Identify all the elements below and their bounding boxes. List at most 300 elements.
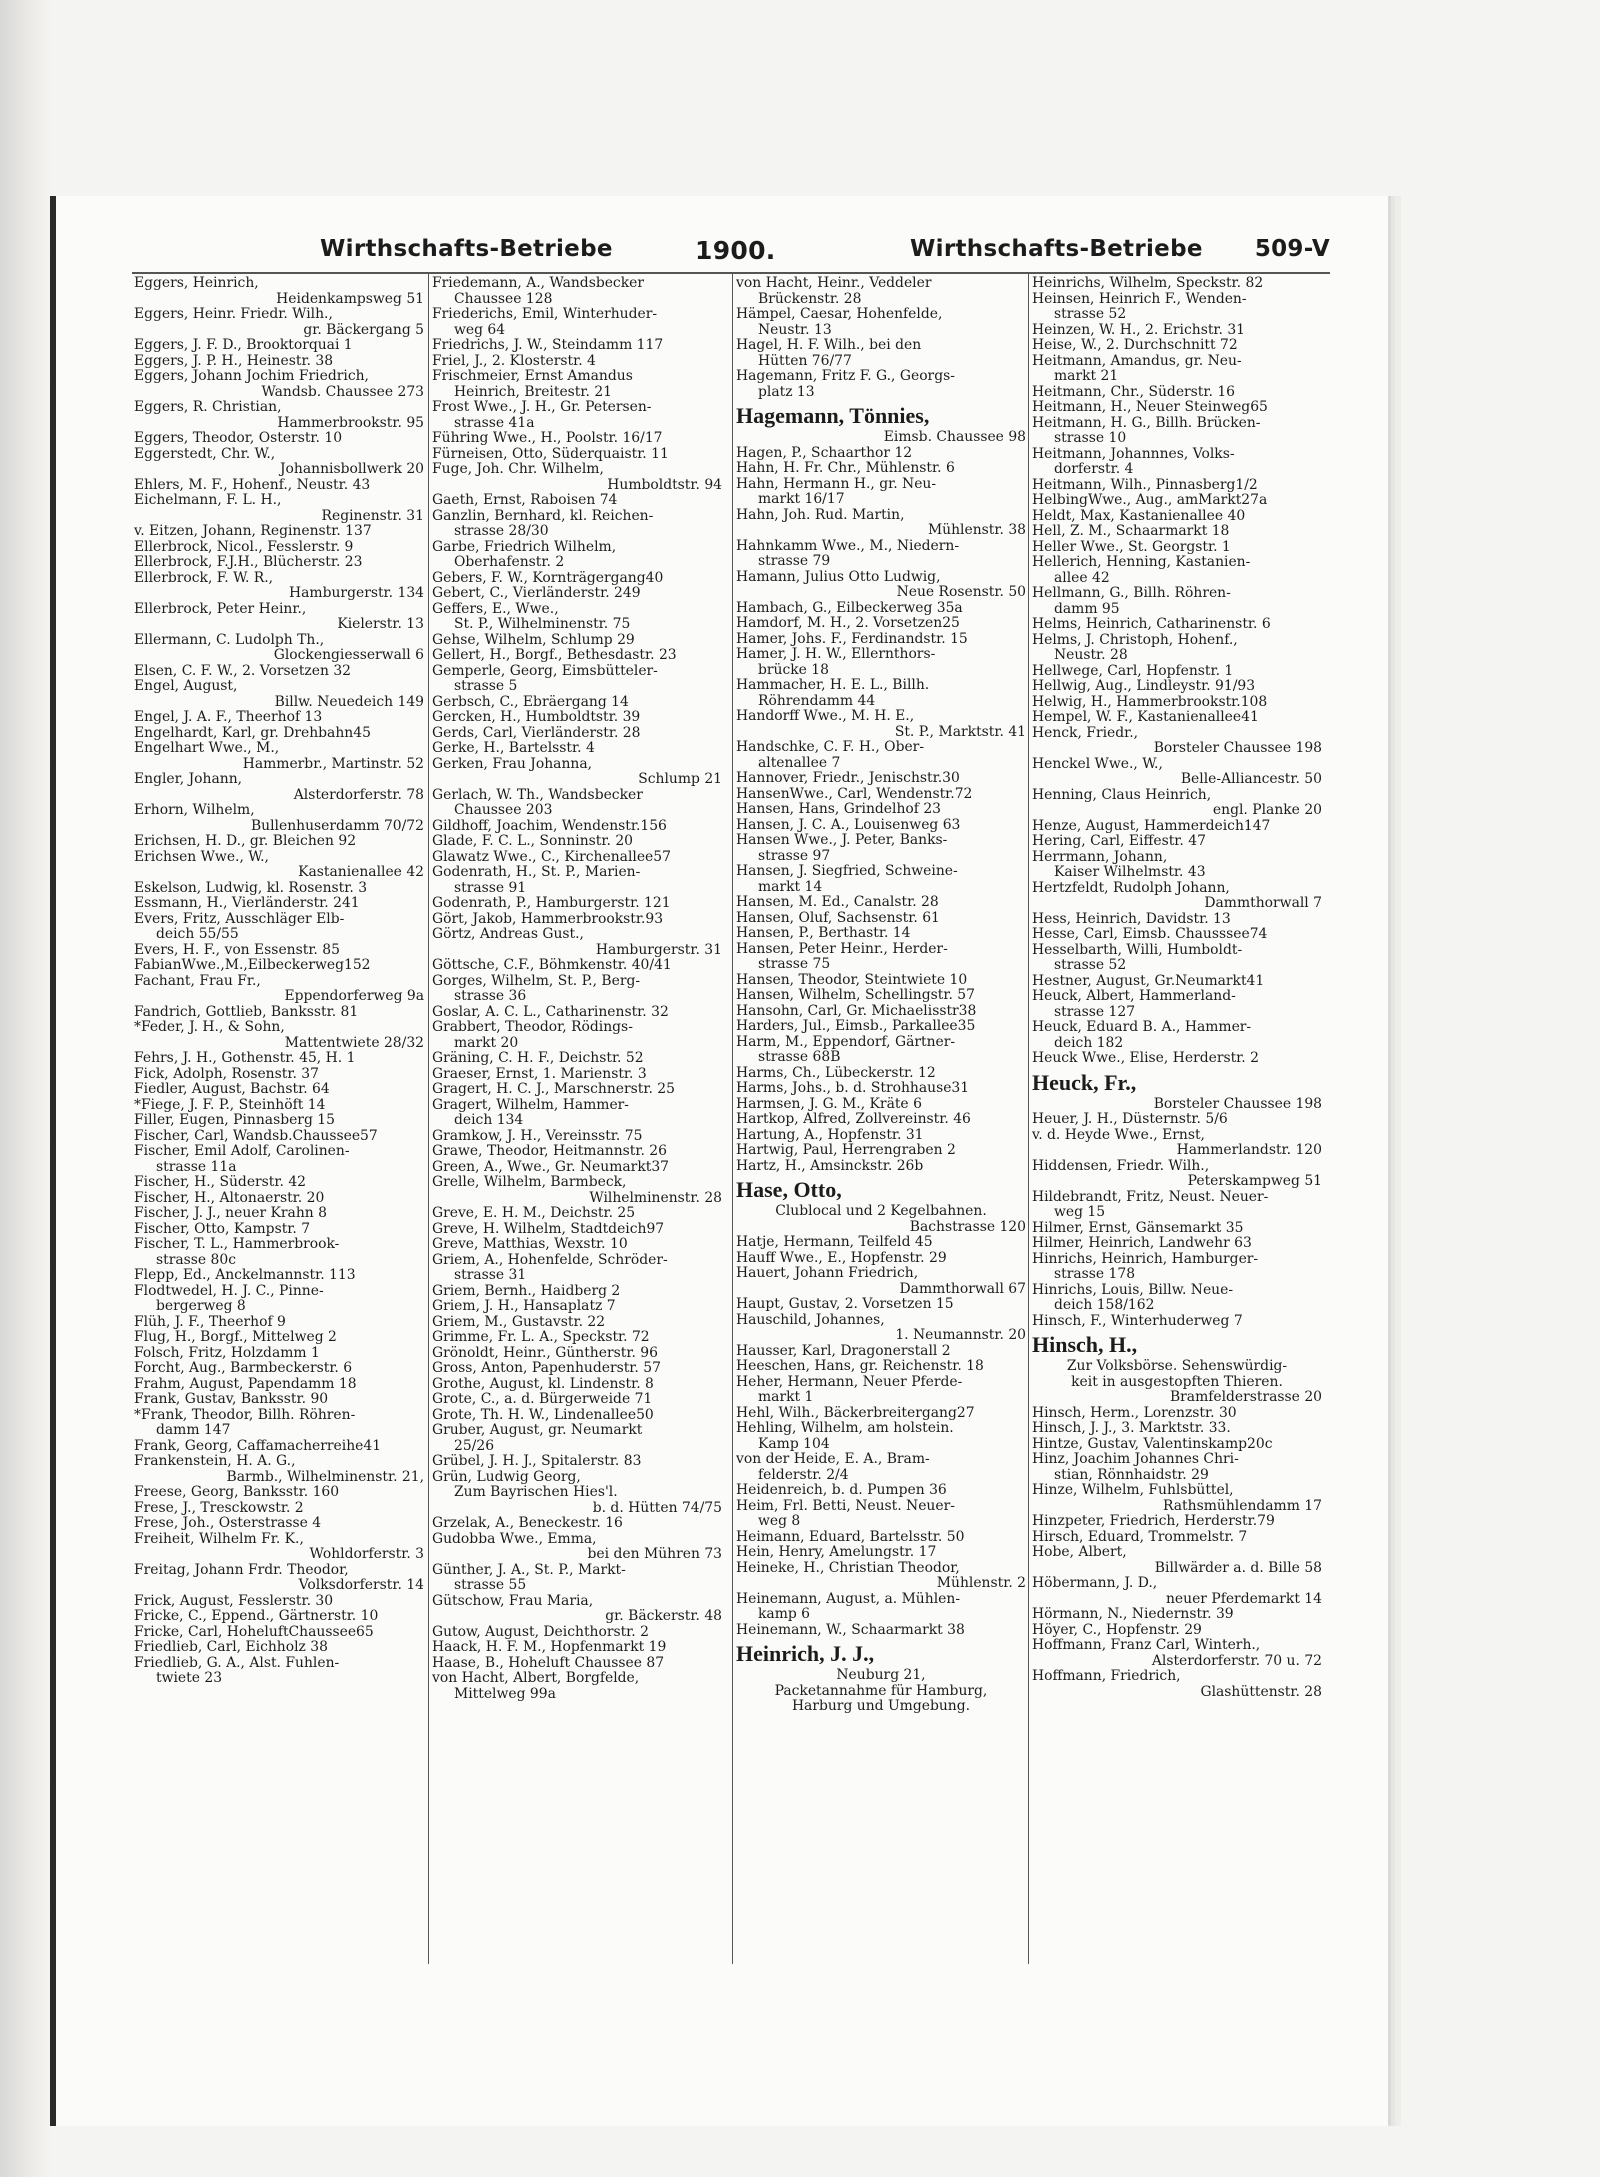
- directory-entry-line: twiete 23: [156, 1671, 223, 1686]
- directory-entry-line: Höbermann, J. D.,: [1032, 1576, 1158, 1591]
- directory-entry-line: Heinsen, Heinrich F., Wenden-: [1032, 291, 1247, 307]
- page-number: 509-V: [1254, 236, 1330, 262]
- directory-entry-line: Friederichs, Emil, Winterhuder-: [432, 307, 658, 322]
- directory-entry-line: Griem, Bernh., Haidberg 2: [432, 1283, 621, 1299]
- directory-entry-line: Hauschild, Johannes,: [736, 1312, 885, 1328]
- directory-entry-line: strasse 31: [454, 1268, 527, 1283]
- directory-entry-line: Hoffmann, Friedrich,: [1032, 1669, 1181, 1684]
- directory-entry-line: Flug, H., Borgf., Mittelweg 2: [134, 1330, 337, 1345]
- directory-entry-line: Hobe, Albert,: [1032, 1545, 1127, 1560]
- directory-entry-line: Mittelweg 99a: [454, 1686, 556, 1702]
- directory-entry-line: Heim, Frl. Betti, Neust. Neuer-: [736, 1498, 955, 1514]
- directory-entry-line: HansenWwe., Carl, Wendenstr.72: [736, 786, 973, 802]
- directory-entry-line: Helwig, H., Hammerbrookstr.108: [1032, 694, 1268, 710]
- directory-entry-line: Heinemann, W., Schaarmarkt 38: [736, 1622, 965, 1638]
- directory-entry-line: Fick, Adolph, Rosenstr. 37: [134, 1066, 319, 1082]
- directory-entry-line: Freitag, Johann Frdr. Theodor,: [134, 1562, 349, 1578]
- directory-entry-line: Hamer, J. H. W., Ellernthors-: [736, 647, 936, 662]
- directory-entry-line: Höyer, C., Hopfenstr. 29: [1032, 1622, 1202, 1638]
- directory-entry-line: Glockengiesserwall 6: [273, 648, 424, 663]
- directory-entry-line: Grelle, Wilhelm, Barmbeck,: [432, 1175, 627, 1190]
- header-section-title-right: Wirthschafts-Betriebe: [910, 236, 1203, 262]
- directory-entry-line: Oberhafenstr. 2: [454, 555, 565, 570]
- directory-entry-line: strasse 11a: [156, 1159, 237, 1175]
- directory-entry-line: Dammthorwall 7: [1204, 896, 1322, 911]
- directory-entry-line: Hahn, Joh. Rud. Martin,: [736, 507, 905, 523]
- directory-entry-line: Harms, Ch., Lübeckerstr. 12: [736, 1065, 936, 1081]
- directory-entry-line: Hämpel, Caesar, Hohenfelde,: [736, 307, 943, 322]
- directory-entry-line: Eggers, Theodor, Osterstr. 10: [134, 431, 343, 446]
- directory-entry-line: Hinsch, Herm., Lorenzstr. 30: [1032, 1405, 1237, 1421]
- directory-entry-line: Gruber, August, gr. Neumarkt: [432, 1423, 643, 1438]
- directory-entry-line: Eichelmann, F. L. H.,: [134, 493, 282, 508]
- directory-entry-line: v. d. Heyde Wwe., Ernst,: [1032, 1127, 1205, 1143]
- directory-entry-line: Frank, Gustav, Banksstr. 90: [134, 1392, 329, 1407]
- directory-entry-line: Hinrichs, Heinrich, Hamburger-: [1032, 1251, 1259, 1267]
- directory-entry-line: Wilhelminenstr. 28: [589, 1190, 722, 1206]
- directory-entry-line: Frese, Joh., Osterstrasse 4: [134, 1516, 322, 1531]
- directory-entry-line: deich 134: [454, 1113, 524, 1128]
- scan-edge: [0, 0, 52, 2177]
- header-section-title-left: Wirthschafts-Betriebe: [320, 236, 613, 262]
- directory-entry-line: Godenrath, H., St. P., Marien-: [432, 865, 641, 880]
- directory-entry-line: engl. Planke 20: [1212, 803, 1322, 818]
- directory-entry-line: Hammerbr., Martinstr. 52: [242, 756, 424, 772]
- directory-entry-line: Johannisbollwerk 20: [279, 462, 424, 477]
- directory-entry-line: strasse 79: [758, 554, 831, 569]
- directory-entry-line: Ellerbrock, Peter Heinr.,: [134, 601, 307, 617]
- directory-entry-line: Wohldorferstr. 3: [309, 1547, 424, 1562]
- directory-entry-line: Frank, Georg, Caffamacherreihe41: [134, 1438, 382, 1454]
- advertisement-text: Zur Volksbörse. Sehenswürdig-: [1066, 1359, 1288, 1374]
- directory-entry-line: Heinemann, August, a. Mühlen-: [736, 1591, 961, 1607]
- directory-entry-line: Eppendorferweg 9a: [284, 989, 424, 1004]
- directory-entry-line: *Fiege, J. F. P., Steinhöft 14: [134, 1097, 326, 1113]
- directory-entry-line: Hannover, Friedr., Jenischstr.30: [736, 771, 960, 786]
- directory-entry-line: Gragert, Wilhelm, Hammer-: [432, 1097, 630, 1113]
- directory-entry-line: Hambach, G., Eilbeckerweg 35a: [736, 600, 963, 616]
- directory-entry-line: Hansen, Wilhelm, Schellingstr. 57: [736, 988, 975, 1003]
- column-divider: [1028, 274, 1029, 1964]
- directory-entry-line: Hartkop, Alfred, Zollvereinstr. 46: [736, 1112, 971, 1127]
- directory-entry-line: Harms, Johs., b. d. Strohhause31: [736, 1081, 970, 1096]
- directory-entry-line: Erhorn, Wilhelm,: [134, 803, 255, 818]
- directory-entry-line: Ellerbrock, F. W. R.,: [134, 570, 274, 586]
- directory-entry-line: Hansen, Theodor, Steintwiete 10: [736, 972, 968, 988]
- directory-entry-line: Hehl, Wilh., Bäckerbreitergang27: [736, 1405, 975, 1421]
- directory-column-1: [134, 276, 424, 1687]
- directory-entry-line: Hausser, Karl, Dragonerstall 2: [736, 1343, 951, 1359]
- directory-entry-line: deich 158/162: [1054, 1298, 1155, 1313]
- directory-entry-line: HelbingWwe., Aug., amMarkt27a: [1032, 493, 1268, 508]
- directory-entry-line: *Frank, Theodor, Billh. Röhren-: [134, 1407, 356, 1423]
- directory-entry-line: Eggers, R. Christian,: [134, 400, 282, 415]
- directory-entry-line: deich 182: [1054, 1035, 1124, 1051]
- directory-entry-line: Haupt, Gustav, 2. Vorsetzen 15: [736, 1297, 954, 1312]
- directory-entry-line: Frischmeier, Ernst Amandus: [432, 369, 633, 384]
- directory-entry-line: Zum Bayrischen Hies'l.: [454, 1485, 618, 1500]
- directory-entry-line: Graeser, Ernst, 1. Marienstr. 3: [432, 1066, 647, 1082]
- directory-entry-line: platz 13: [758, 384, 815, 400]
- directory-entry-line: Hauff Wwe., E., Hopfenstr. 29: [736, 1250, 947, 1266]
- directory-entry-line: Bullenhuserdamm 70/72: [250, 818, 424, 834]
- directory-entry-line: gr. Bäckergang 5: [303, 322, 424, 338]
- directory-entry-line: Eggers, Heinrich,: [134, 276, 259, 291]
- directory-entry-line: Hahn, Hermann H., gr. Neu-: [736, 476, 937, 492]
- directory-entry-line: Neue Rosenstr. 50: [896, 585, 1026, 600]
- directory-entry-line: Griem, J. H., Hansaplatz 7: [432, 1299, 616, 1314]
- directory-entry-line: Gütschow, Frau Maria,: [432, 1593, 594, 1609]
- directory-entry-line: Eggers, Heinr. Friedr. Wilh.,: [134, 307, 333, 322]
- directory-entry-line: Fischer, H., Altonaerstr. 20: [134, 1190, 325, 1206]
- directory-entry-line: neuer Pferdemarkt 14: [1165, 1591, 1322, 1607]
- directory-entry-line: Greve, Matthias, Wexstr. 10: [432, 1237, 628, 1252]
- directory-entry-line: Heinrich, Breitestr. 21: [454, 384, 613, 400]
- directory-entry-line: Gehse, Wilhelm, Schlump 29: [432, 632, 635, 648]
- directory-entry-line: Fachant, Frau Fr.,: [134, 973, 261, 989]
- directory-entry-line: Frahm, August, Papendamm 18: [134, 1376, 357, 1392]
- directory-entry-line: Engler, Johann,: [134, 772, 243, 787]
- directory-entry-line: Wandsb. Chaussee 273: [261, 384, 424, 400]
- directory-entry-line: Gellert, H., Borgf., Bethesdastr. 23: [432, 648, 677, 663]
- directory-entry-line: Günther, J. A., St. P., Markt-: [432, 1562, 626, 1578]
- directory-entry-line: Hesse, Carl, Eimsb. Chausssee74: [1032, 927, 1268, 942]
- directory-entry-line: Flodtwedel, H. J. C., Pinne-: [134, 1283, 324, 1299]
- directory-entry-line: Fischer, Carl, Wandsb.Chaussee57: [134, 1128, 378, 1144]
- directory-entry-line: Gross, Anton, Papenhuderstr. 57: [432, 1361, 661, 1376]
- directory-entry-line: Friedemann, A., Wandsbecker: [432, 276, 644, 291]
- directory-entry-line: b. d. Hütten 74/75: [592, 1500, 722, 1516]
- directory-entry-line: Hammacher, H. E. L., Billh.: [736, 678, 930, 693]
- directory-entry-line: markt 1: [758, 1390, 814, 1405]
- directory-entry-line: Hein, Henry, Amelungstr. 17: [736, 1545, 937, 1560]
- directory-entry-line: Elsen, C. F. W., 2. Vorsetzen 32: [134, 663, 352, 679]
- directory-entry-line: Volksdorferstr. 14: [298, 1578, 424, 1593]
- directory-entry-line: Hammerbrookstr. 95: [277, 415, 424, 431]
- directory-entry-line: Handschke, C. F. H., Ober-: [736, 740, 925, 755]
- directory-entry-line: markt 21: [1054, 369, 1119, 384]
- directory-entry-line: Grawe, Theodor, Heitmannstr. 26: [432, 1144, 667, 1159]
- directory-column-3: [736, 276, 1026, 1715]
- directory-entry-line: Hamburgerstr. 31: [595, 942, 722, 958]
- directory-entry-line: Heitmann, H., Neuer Steinweg65: [1032, 400, 1268, 415]
- directory-entry-line: Hintze, Gustav, Valentinskamp20c: [1032, 1436, 1273, 1452]
- directory-entry-line: Folsch, Fritz, Holzdamm 1: [134, 1345, 320, 1361]
- directory-entry-line: Reginenstr. 31: [321, 508, 424, 524]
- directory-entry-line: Flepp, Ed., Anckelmannstr. 113: [134, 1268, 356, 1283]
- directory-entry-line: Fricke, C., Eppend., Gärtnerstr. 10: [134, 1609, 379, 1624]
- directory-entry-line: Hilmer, Heinrich, Landwehr 63: [1032, 1236, 1252, 1251]
- directory-entry-line: Führing Wwe., H., Poolstr. 16/17: [432, 431, 663, 446]
- directory-entry-line: weg 15: [1054, 1205, 1106, 1220]
- directory-entry-line: Dammthorwall 67: [899, 1281, 1026, 1297]
- directory-entry-line: Frankenstein, H. A. G.,: [134, 1454, 296, 1469]
- directory-entry-line: Gercken, H., Humboldtstr. 39: [432, 710, 641, 725]
- directory-entry-line: Glade, F. C. L., Sonninstr. 20: [432, 834, 633, 849]
- advertisement-text: Harburg und Umgebung.: [791, 1699, 971, 1714]
- directory-entry-line: Grimme, Fr. L. A., Speckstr. 72: [432, 1330, 650, 1345]
- directory-entry-line: Hansohn, Carl, Gr. Michaelisstr38: [736, 1003, 977, 1019]
- directory-entry-line: Hansen, Peter Heinr., Herder-: [736, 941, 948, 957]
- directory-entry-line: Grübel, J. H. J., Spitalerstr. 83: [432, 1454, 642, 1469]
- directory-entry-line: Heitmann, H. G., Billh. Brücken-: [1032, 415, 1261, 431]
- directory-entry-line: Frese, J., Tresckowstr. 2: [134, 1500, 304, 1516]
- directory-entry-line: Kastanienallee 42: [298, 865, 424, 880]
- page-header: [80, 236, 1330, 276]
- directory-entry-line: Grönoldt, Heinr., Güntherstr. 96: [432, 1345, 658, 1361]
- directory-entry-line: Hörmann, N., Niedernstr. 39: [1032, 1607, 1234, 1622]
- directory-entry-line: Chaussee 128: [454, 291, 553, 307]
- directory-entry-line: markt 20: [454, 1035, 519, 1051]
- directory-entry-line: Kaiser Wilhelmstr. 43: [1054, 865, 1206, 880]
- header-year: 1900.: [695, 236, 776, 265]
- directory-entry-line: Hellwege, Carl, Hopfenstr. 1: [1032, 663, 1234, 679]
- directory-entry-line: Heeschen, Hans, gr. Reichenstr. 18: [736, 1359, 984, 1374]
- directory-entry-line: Gebert, C., Vierländerstr. 249: [432, 586, 641, 601]
- directory-entry-line: strasse 178: [1054, 1267, 1136, 1282]
- directory-entry-line: Engelhart Wwe., M.,: [134, 741, 280, 756]
- directory-entry-line: Heitmann, Amandus, gr. Neu-: [1032, 353, 1242, 369]
- column-divider: [732, 274, 733, 1964]
- directory-entry-line: Ehlers, M. F., Hohenf., Neustr. 43: [134, 477, 371, 493]
- directory-entry-line: Geffers, E., Wwe.,: [432, 601, 559, 617]
- directory-entry-line: Engel, August,: [134, 679, 238, 694]
- directory-entry-line: Hempel, W. F., Kastanienallee41: [1032, 710, 1259, 725]
- directory-entry-line: Heimann, Eduard, Bartelsstr. 50: [736, 1529, 965, 1545]
- directory-entry-line: Hamer, Johs. F., Ferdinandstr. 15: [736, 631, 968, 647]
- directory-entry-line: deich 55/55: [156, 927, 239, 942]
- directory-entry-line: strasse 68B: [758, 1050, 841, 1065]
- directory-entry-line: Filler, Eugen, Pinnasberg 15: [134, 1113, 335, 1128]
- directory-entry-line: Eggers, J. P. H., Heinestr. 38: [134, 353, 334, 369]
- directory-entry-line: Hellmann, G., Billh. Röhren-: [1032, 586, 1231, 601]
- directory-entry-line: Gört, Jakob, Hammerbrookstr.93: [432, 911, 664, 927]
- directory-entry-line: Heise, W., 2. Durchschnitt 72: [1032, 338, 1238, 353]
- directory-entry-line: Hansen, J. Siegfried, Schweine-: [736, 864, 958, 879]
- directory-entry-line: Fiedler, August, Bachstr. 64: [134, 1082, 330, 1097]
- directory-entry-line: strasse 10: [1054, 431, 1127, 446]
- directory-entry-line: Alsterdorferstr. 78: [293, 787, 424, 803]
- directory-entry-line: Hiddensen, Friedr. Wilh.,: [1032, 1158, 1210, 1174]
- directory-entry-line: Heuck Wwe., Elise, Herderstr. 2: [1032, 1051, 1259, 1066]
- directory-entry-line: Erichsen Wwe., W.,: [134, 849, 269, 865]
- directory-entry-line: Heher, Hermann, Neuer Pferde-: [736, 1374, 963, 1390]
- directory-entry-line: Grzelak, A., Beneckestr. 16: [432, 1516, 623, 1531]
- directory-entry-line: Hagel, H. F. Wilh., bei den: [736, 338, 922, 353]
- directory-column-2: [432, 276, 722, 1702]
- directory-entry-line: Belle-Alliancestr. 50: [1180, 772, 1322, 787]
- directory-entry-line: damm 147: [156, 1423, 231, 1438]
- directory-entry-line: Röhrendamm 44: [758, 693, 876, 709]
- directory-entry-line: Glashüttenstr. 28: [1200, 1684, 1322, 1700]
- directory-entry-line: Hell, Z. M., Schaarmarkt 18: [1032, 524, 1230, 539]
- directory-entry-line: Hess, Heinrich, Davidstr. 13: [1032, 911, 1231, 927]
- directory-entry-line: Harders, Jul., Eimsb., Parkallee35: [736, 1019, 976, 1034]
- directory-entry-line: Bramfelderstrasse 20: [1169, 1390, 1322, 1405]
- directory-entry-line: Gerke, H., Bartelsstr. 4: [432, 741, 595, 756]
- directory-entry-line: Frick, August, Fesslerstr. 30: [134, 1593, 334, 1609]
- directory-entry-line: Forcht, Aug., Barmbeckerstr. 6: [134, 1361, 353, 1376]
- directory-entry-line: Gerlach, W. Th., Wandsbecker: [432, 787, 643, 803]
- directory-entry-line: weg 8: [758, 1514, 801, 1529]
- directory-entry-line: markt 14: [758, 879, 823, 895]
- directory-entry-line: Hinz, Joachim Johannes Chri-: [1032, 1452, 1239, 1467]
- directory-entry-line: Ganzlin, Bernhard, kl. Reichen-: [432, 508, 654, 524]
- directory-entry-line: Ellerbrock, Nicol., Fesslerstr. 9: [134, 539, 354, 555]
- directory-entry-line: strasse 55: [454, 1578, 527, 1593]
- directory-entry-line: Barmb., Wilhelminenstr. 21,: [226, 1469, 424, 1485]
- directory-entry-line: Kamp 104: [758, 1436, 830, 1452]
- directory-entry-line: felderstr. 2/4: [758, 1467, 849, 1483]
- directory-entry-line: Neustr. 13: [758, 322, 832, 338]
- directory-entry-line: Fischer, Emil Adolf, Carolinen-: [134, 1144, 350, 1159]
- directory-entry-line: Heitmann, Wilh., Pinnasberg1/2: [1032, 477, 1258, 493]
- directory-entry-line: Hagemann, Fritz F. G., Georgs-: [736, 369, 955, 384]
- directory-entry-line: Fricke, Carl, HoheluftChaussee65: [134, 1624, 374, 1640]
- directory-entry-line: Heuck, Eduard B. A., Hammer-: [1032, 1020, 1252, 1035]
- directory-entry-line: Griem, M., Gustavstr. 22: [432, 1314, 606, 1330]
- directory-entry-line: brücke 18: [758, 662, 829, 678]
- directory-entry-line: strasse 75: [758, 957, 831, 972]
- directory-entry-line: Hansen, J. C. A., Louisenweg 63: [736, 817, 961, 833]
- directory-entry-line: strasse 5: [454, 679, 518, 694]
- directory-entry-line: Borsteler Chaussee 198: [1153, 741, 1322, 756]
- directory-entry-line: Fischer, T. L., Hammerbrook-: [134, 1237, 340, 1252]
- directory-entry-line: Evers, Fritz, Ausschläger Elb-: [134, 911, 345, 927]
- directory-entry-line: Freese, Georg, Banksstr. 160: [134, 1485, 340, 1500]
- directory-entry-line: Harm, M., Eppendorf, Gärtner-: [736, 1034, 956, 1050]
- advertisement-text: Packetannahme für Hamburg,: [774, 1683, 988, 1699]
- directory-entry-line: Gebers, F. W., Kornträgergang40: [432, 570, 664, 586]
- advertisement-name: Hinsch, H.,: [1032, 1332, 1138, 1357]
- directory-entry-line: Mattentwiete 28/32: [284, 1035, 424, 1051]
- directory-entry-line: Fischer, J. J., neuer Krahn 8: [134, 1206, 327, 1221]
- directory-entry-line: Handorff Wwe., M. H. E.,: [736, 709, 915, 724]
- advertisement-text: keit in ausgestopften Thieren.: [1071, 1374, 1283, 1390]
- directory-entry-line: Hering, Carl, Eiffestr. 47: [1032, 834, 1206, 849]
- directory-entry-line: Grabbert, Theodor, Rödings-: [432, 1020, 633, 1035]
- directory-entry-line: Hartwig, Paul, Herrengraben 2: [736, 1143, 956, 1158]
- directory-entry-line: Harmsen, J. G. M., Kräte 6: [736, 1096, 922, 1112]
- directory-entry-line: strasse 80c: [156, 1252, 236, 1268]
- directory-entry-line: Alsterdorferstr. 70 u. 72: [1151, 1653, 1322, 1669]
- directory-entry-line: Herrmann, Johann,: [1032, 849, 1168, 865]
- directory-entry-line: Hamann, Julius Otto Ludwig,: [736, 569, 941, 585]
- directory-entry-line: Bachstrasse 120: [909, 1219, 1026, 1235]
- directory-entry-line: weg 64: [454, 322, 506, 338]
- directory-entry-line: Grote, C., a. d. Bürgerweide 71: [432, 1392, 653, 1407]
- directory-entry-line: Rathsmühlendamm 17: [1163, 1498, 1322, 1514]
- directory-entry-line: Gutow, August, Deichthorstr. 2: [432, 1624, 649, 1640]
- directory-entry-line: Mühlenstr. 38: [927, 523, 1026, 538]
- directory-entry-line: Hinrichs, Louis, Billw. Neue-: [1032, 1282, 1234, 1298]
- directory-entry-line: Griem, A., Hohenfelde, Schröder-: [432, 1252, 668, 1268]
- directory-entry-line: Eggers, Johann Jochim Friedrich,: [134, 369, 369, 384]
- directory-entry-line: gr. Bäckerstr. 48: [605, 1609, 722, 1624]
- directory-entry-line: Fandrich, Gottlieb, Banksstr. 81: [134, 1004, 359, 1020]
- directory-entry-line: St. P., Wilhelminenstr. 75: [454, 617, 631, 632]
- directory-entry-line: Glawatz Wwe., C., Kirchenallee57: [432, 849, 671, 865]
- directory-entry-line: Heidenkampsweg 51: [276, 291, 424, 307]
- advertisement-name: Hase, Otto,: [736, 1177, 842, 1202]
- directory-entry-line: Henze, August, Hammerdeich147: [1032, 818, 1271, 834]
- directory-entry-line: Hahn, H. Fr. Chr., Mühlenstr. 6: [736, 461, 955, 476]
- directory-entry-line: kamp 6: [758, 1607, 811, 1622]
- directory-entry-line: Goslar, A. C. L., Catharinenstr. 32: [432, 1004, 669, 1020]
- directory-entry-line: Fuge, Joh. Chr. Wilhelm,: [432, 462, 604, 477]
- directory-entry-line: Schlump 21: [638, 772, 722, 787]
- directory-entry-line: Erichsen, H. D., gr. Bleichen 92: [134, 834, 357, 849]
- directory-entry-line: Brückenstr. 28: [758, 291, 862, 307]
- directory-entry-line: Hagen, P., Schaarthor 12: [736, 445, 913, 461]
- directory-entry-line: Frost Wwe., J. H., Gr. Petersen-: [432, 400, 652, 415]
- directory-entry-line: Peterskampweg 51: [1187, 1174, 1322, 1189]
- directory-entry-line: Hirsch, Eduard, Trommelstr. 7: [1032, 1529, 1248, 1545]
- directory-entry-line: Ellermann, C. Ludolph Th.,: [134, 632, 325, 648]
- directory-entry-line: stian, Rönnhaidstr. 29: [1054, 1467, 1209, 1483]
- directory-entry-line: strasse 41a: [454, 415, 535, 431]
- directory-column-4: [1032, 276, 1322, 1700]
- directory-entry-line: Borsteler Chaussee 198: [1153, 1096, 1322, 1112]
- directory-entry-line: Friedlieb, G. A., Alst. Fuhlen-: [134, 1655, 340, 1671]
- directory-entry-line: dorferstr. 4: [1054, 462, 1134, 477]
- directory-entry-line: Friedrichs, J. W., Steindamm 117: [432, 338, 664, 353]
- directory-entry-line: Haack, H. F. M., Hopfenmarkt 19: [432, 1640, 667, 1655]
- directory-entry-line: Gräning, C. H. F., Deichstr. 52: [432, 1051, 644, 1066]
- directory-entry-line: altenallee 7: [758, 755, 841, 771]
- directory-entry-line: Helms, Heinrich, Catharinenstr. 6: [1032, 617, 1271, 632]
- directory-entry-line: FabianWwe.,M.,Eilbeckerweg152: [134, 958, 371, 973]
- directory-entry-line: Fürneisen, Otto, Süderquaistr. 11: [432, 446, 669, 462]
- directory-entry-line: Grothe, August, kl. Lindenstr. 8: [432, 1376, 654, 1392]
- directory-entry-line: Eimsb. Chaussee 98: [883, 430, 1026, 445]
- directory-entry-line: Hammerlandstr. 120: [1176, 1143, 1322, 1158]
- advertisement-name: Heinrich, J. J.,: [736, 1641, 875, 1666]
- directory-entry-line: Billw. Neuedeich 149: [274, 694, 424, 710]
- directory-entry-line: Hoffmann, Franz Carl, Winterh.,: [1032, 1638, 1261, 1653]
- directory-entry-line: Gerds, Carl, Vierländerstr. 28: [432, 725, 641, 741]
- directory-entry-line: Heller Wwe., St. Georgstr. 1: [1032, 539, 1231, 555]
- directory-entry-line: Gerbsch, C., Ebräergang 14: [432, 694, 629, 710]
- directory-entry-line: von der Heide, E. A., Bram-: [736, 1452, 930, 1467]
- directory-entry-line: 1. Neumannstr. 20: [895, 1328, 1026, 1343]
- directory-entry-line: strasse 36: [454, 989, 527, 1004]
- directory-entry-line: Hansen, Oluf, Sachsenstr. 61: [736, 910, 940, 926]
- directory-entry-line: Gragert, H. C. J., Marschnerstr. 25: [432, 1082, 675, 1097]
- directory-entry-line: Engel, J. A. F., Theerhof 13: [134, 710, 323, 725]
- directory-entry-line: Friedlieb, Carl, Eichholz 38: [134, 1640, 328, 1655]
- directory-entry-line: allee 42: [1054, 570, 1110, 586]
- directory-entry-line: Hansen, M. Ed., Canalstr. 28: [736, 895, 939, 910]
- directory-entry-line: Henckel Wwe., W.,: [1032, 756, 1163, 772]
- directory-entry-line: 25/26: [454, 1438, 495, 1454]
- directory-entry-line: Essmann, H., Vierländerstr. 241: [134, 896, 360, 911]
- directory-entry-line: Heitmann, Johannnes, Volks-: [1032, 446, 1235, 462]
- directory-entry-line: Evers, H. F., von Essenstr. 85: [134, 942, 340, 958]
- advertisement-text: Neuburg 21,: [836, 1668, 926, 1683]
- directory-entry-line: Hauert, Johann Friedrich,: [736, 1266, 919, 1281]
- header-rule: [132, 272, 1330, 274]
- directory-entry-line: Gildhoff, Joachim, Wendenstr.156: [432, 818, 667, 834]
- advertisement-name: Hagemann, Tönnies,: [736, 403, 930, 428]
- directory-entry-line: Hütten 76/77: [758, 353, 852, 369]
- directory-entry-line: Gramkow, J. H., Vereinsstr. 75: [432, 1128, 643, 1144]
- directory-entry-line: Greve, E. H. M., Deichstr. 25: [432, 1206, 636, 1221]
- directory-entry-line: Hansen, Hans, Grindelhof 23: [736, 802, 941, 817]
- directory-entry-line: Ellerbrock, F.J.H., Blücherstr. 23: [134, 555, 363, 570]
- directory-entry-line: strasse 91: [454, 880, 527, 896]
- directory-entry-line: Hinzpeter, Friedrich, Herderstr.79: [1032, 1514, 1275, 1529]
